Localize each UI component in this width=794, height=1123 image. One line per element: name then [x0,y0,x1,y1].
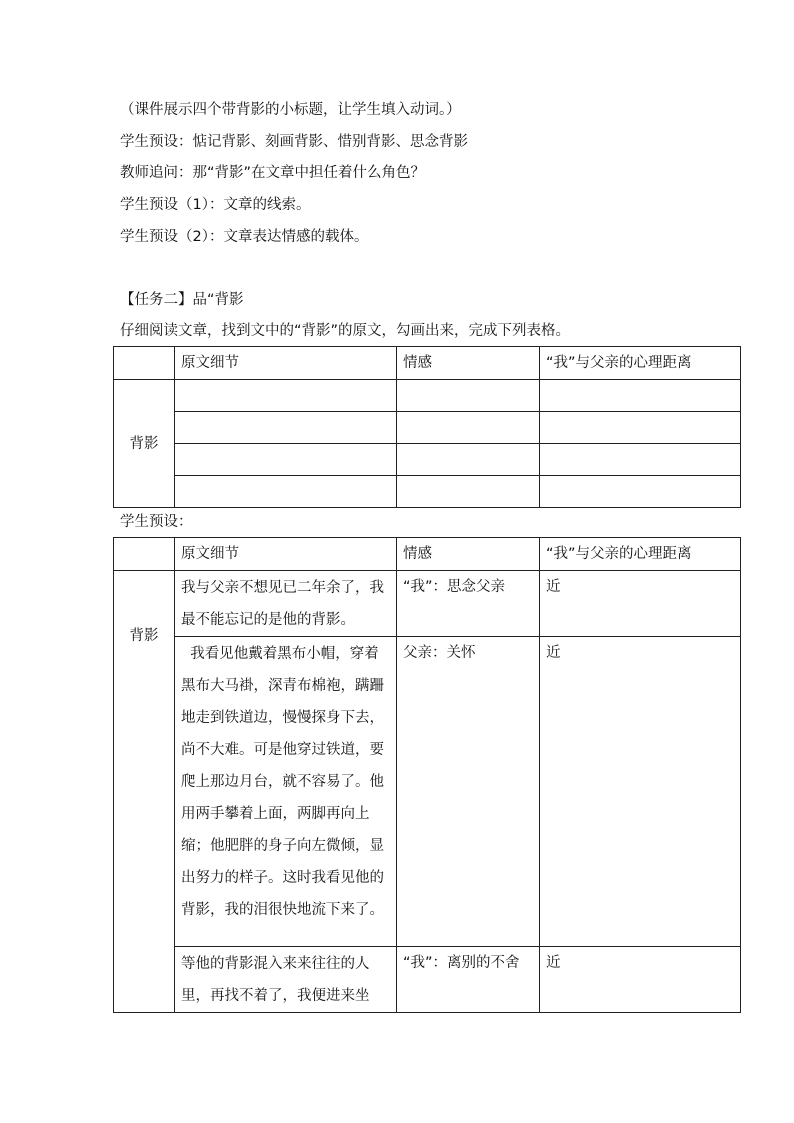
blank-detail-cell[interactable] [175,380,397,412]
blank-distance-cell[interactable] [540,476,741,508]
blank-detail-cell[interactable] [175,444,397,476]
distance-cell: 近 [540,947,741,1013]
detail-cell: 我与父亲不想见已二年余了，我最不能忘记的是他的背影。 [175,571,397,637]
blank-emotion-cell[interactable] [397,476,540,508]
blank-distance-cell[interactable] [540,444,741,476]
table-row [114,412,741,444]
preset-answer-table [113,537,741,1013]
task-title: 【任务二】品“背影 [120,292,244,308]
detail-cell: 我看见他戴着黑布小帽，穿着黑布大马褂，深青布棉袍，蹒跚地走到铁道边，慢慢探身下去，尚不大难。可是他穿过铁道，要爬上那边月台，就不容易了。他用两手攀着上面，两脚再向上缩；他肥胖的身子向左微倾，显出努力的样子。这时我看见他的背影，我的泪很快地流下来了。 [175,637,397,947]
table-row [114,571,741,637]
header-cell-detail: 原文细节 [175,347,397,380]
row-label-text: 背影 [129,628,159,644]
header-cell-empty [114,347,175,380]
emotion-cell: 父亲：关怀 [397,637,540,947]
courseware-note: （课件展示四个带背影的小标题，让学生填入动词。） [120,102,461,118]
header-cell-emotion: 情感 [397,538,540,571]
student-preset-1: 学生预设（1）：文章的线索。 [120,197,311,213]
table-row [114,947,741,1013]
table-row [114,380,741,412]
student-preset-2: 学生预设（2）：文章表达情感的载体。 [120,229,369,245]
table-header-row [114,538,741,571]
distance-cell: 近 [540,571,741,637]
blank-emotion-cell[interactable] [397,444,540,476]
distance-cell: 近 [540,637,741,947]
task-instruction: 仔细阅读文章，找到文中的“背影”的原文，勾画出来，完成下列表格。 [120,323,571,339]
blank-detail-cell[interactable] [175,412,397,444]
blank-emotion-cell[interactable] [397,380,540,412]
table-row [114,637,741,947]
blank-emotion-cell[interactable] [397,412,540,444]
emotion-cell: “我”：思念父亲 [397,571,540,637]
header-cell-empty [114,538,175,571]
student-preset-label: 学生预设： [120,514,193,530]
row-label-beiying: 背影 [114,380,175,508]
row-label-beiying [114,571,175,1013]
student-preset-verbs: 学生预设：惦记背影、刻画背影、惜别背影、思念背影 [120,134,468,150]
blank-distance-cell[interactable] [540,412,741,444]
emotion-cell: “我”：离别的不舍 [397,947,540,1013]
blank-distance-cell[interactable] [540,380,741,412]
blank-detail-cell[interactable] [175,476,397,508]
table-row [114,444,741,476]
header-cell-detail: 原文细节 [175,538,397,571]
table-row [114,476,741,508]
teacher-question: 教师追问：那“背影”在文章中担任着什么角色？ [120,165,426,181]
detail-cell: 等他的背影混入来来往往的人里，再找不着了，我便进来坐 [175,947,397,1013]
header-cell-distance: “我”与父亲的心理距离 [540,538,741,571]
header-cell-emotion: 情感 [397,347,540,380]
blank-worksheet-table [113,346,741,508]
header-cell-distance: “我”与父亲的心理距离 [540,347,741,380]
table-header-row [114,347,741,380]
